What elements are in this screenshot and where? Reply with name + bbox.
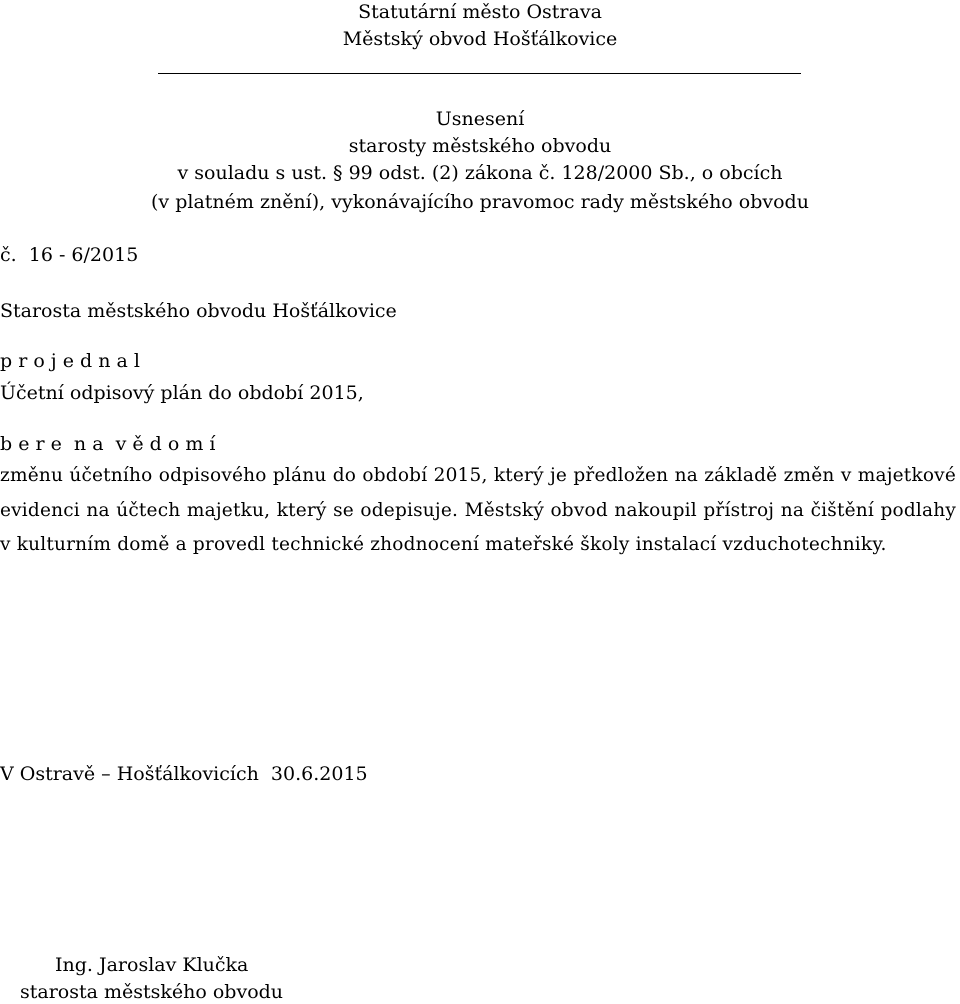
signatory-name: Ing. Jaroslav Klučka (55, 954, 249, 976)
resolution-legal-basis-1: v souladu s ust. § 99 odst. (2) zákona č. 128/2000 Sb., o obcích (177, 162, 783, 184)
place-date: V Ostravě – Hošťálkovicích 30.6.2015 (0, 763, 368, 785)
signatory-title: starosta městského obvodu (20, 981, 284, 1003)
resolution-actor: Starosta městského obvodu Hošťálkovice (0, 300, 397, 322)
header-divider (158, 73, 801, 74)
resolution-subject: Účetní odpisový plán do období 2015, (0, 382, 364, 404)
header-city: Statutární město Ostrava (358, 1, 602, 23)
verb-discussed: p r o j e d n a l (0, 350, 140, 372)
header-district: Městský obvod Hošťálkovice (342, 28, 618, 50)
resolution-subtitle: starosty městského obvodu (348, 135, 612, 157)
resolution-title: Usnesení (435, 108, 525, 130)
resolution-number: č. 16 - 6/2015 (0, 244, 139, 266)
resolution-legal-basis-2: (v platném znění), vykonávajícího pravomoc rady městského obvodu (151, 191, 809, 213)
resolution-text: změnu účetního odpisového plánu do období 2015, který je předložen na základě změn v majetkové evidenci na účtech majetku, který se odepisuje. Městský obvod nakoupil přístroj na čištění podlahy v kulturním domě a provedl technické zhodnocení mateřské školy instalací vzduchotechniky. (0, 465, 956, 555)
verb-acknowledges: b e r e n a v ě d o m í (0, 433, 216, 455)
